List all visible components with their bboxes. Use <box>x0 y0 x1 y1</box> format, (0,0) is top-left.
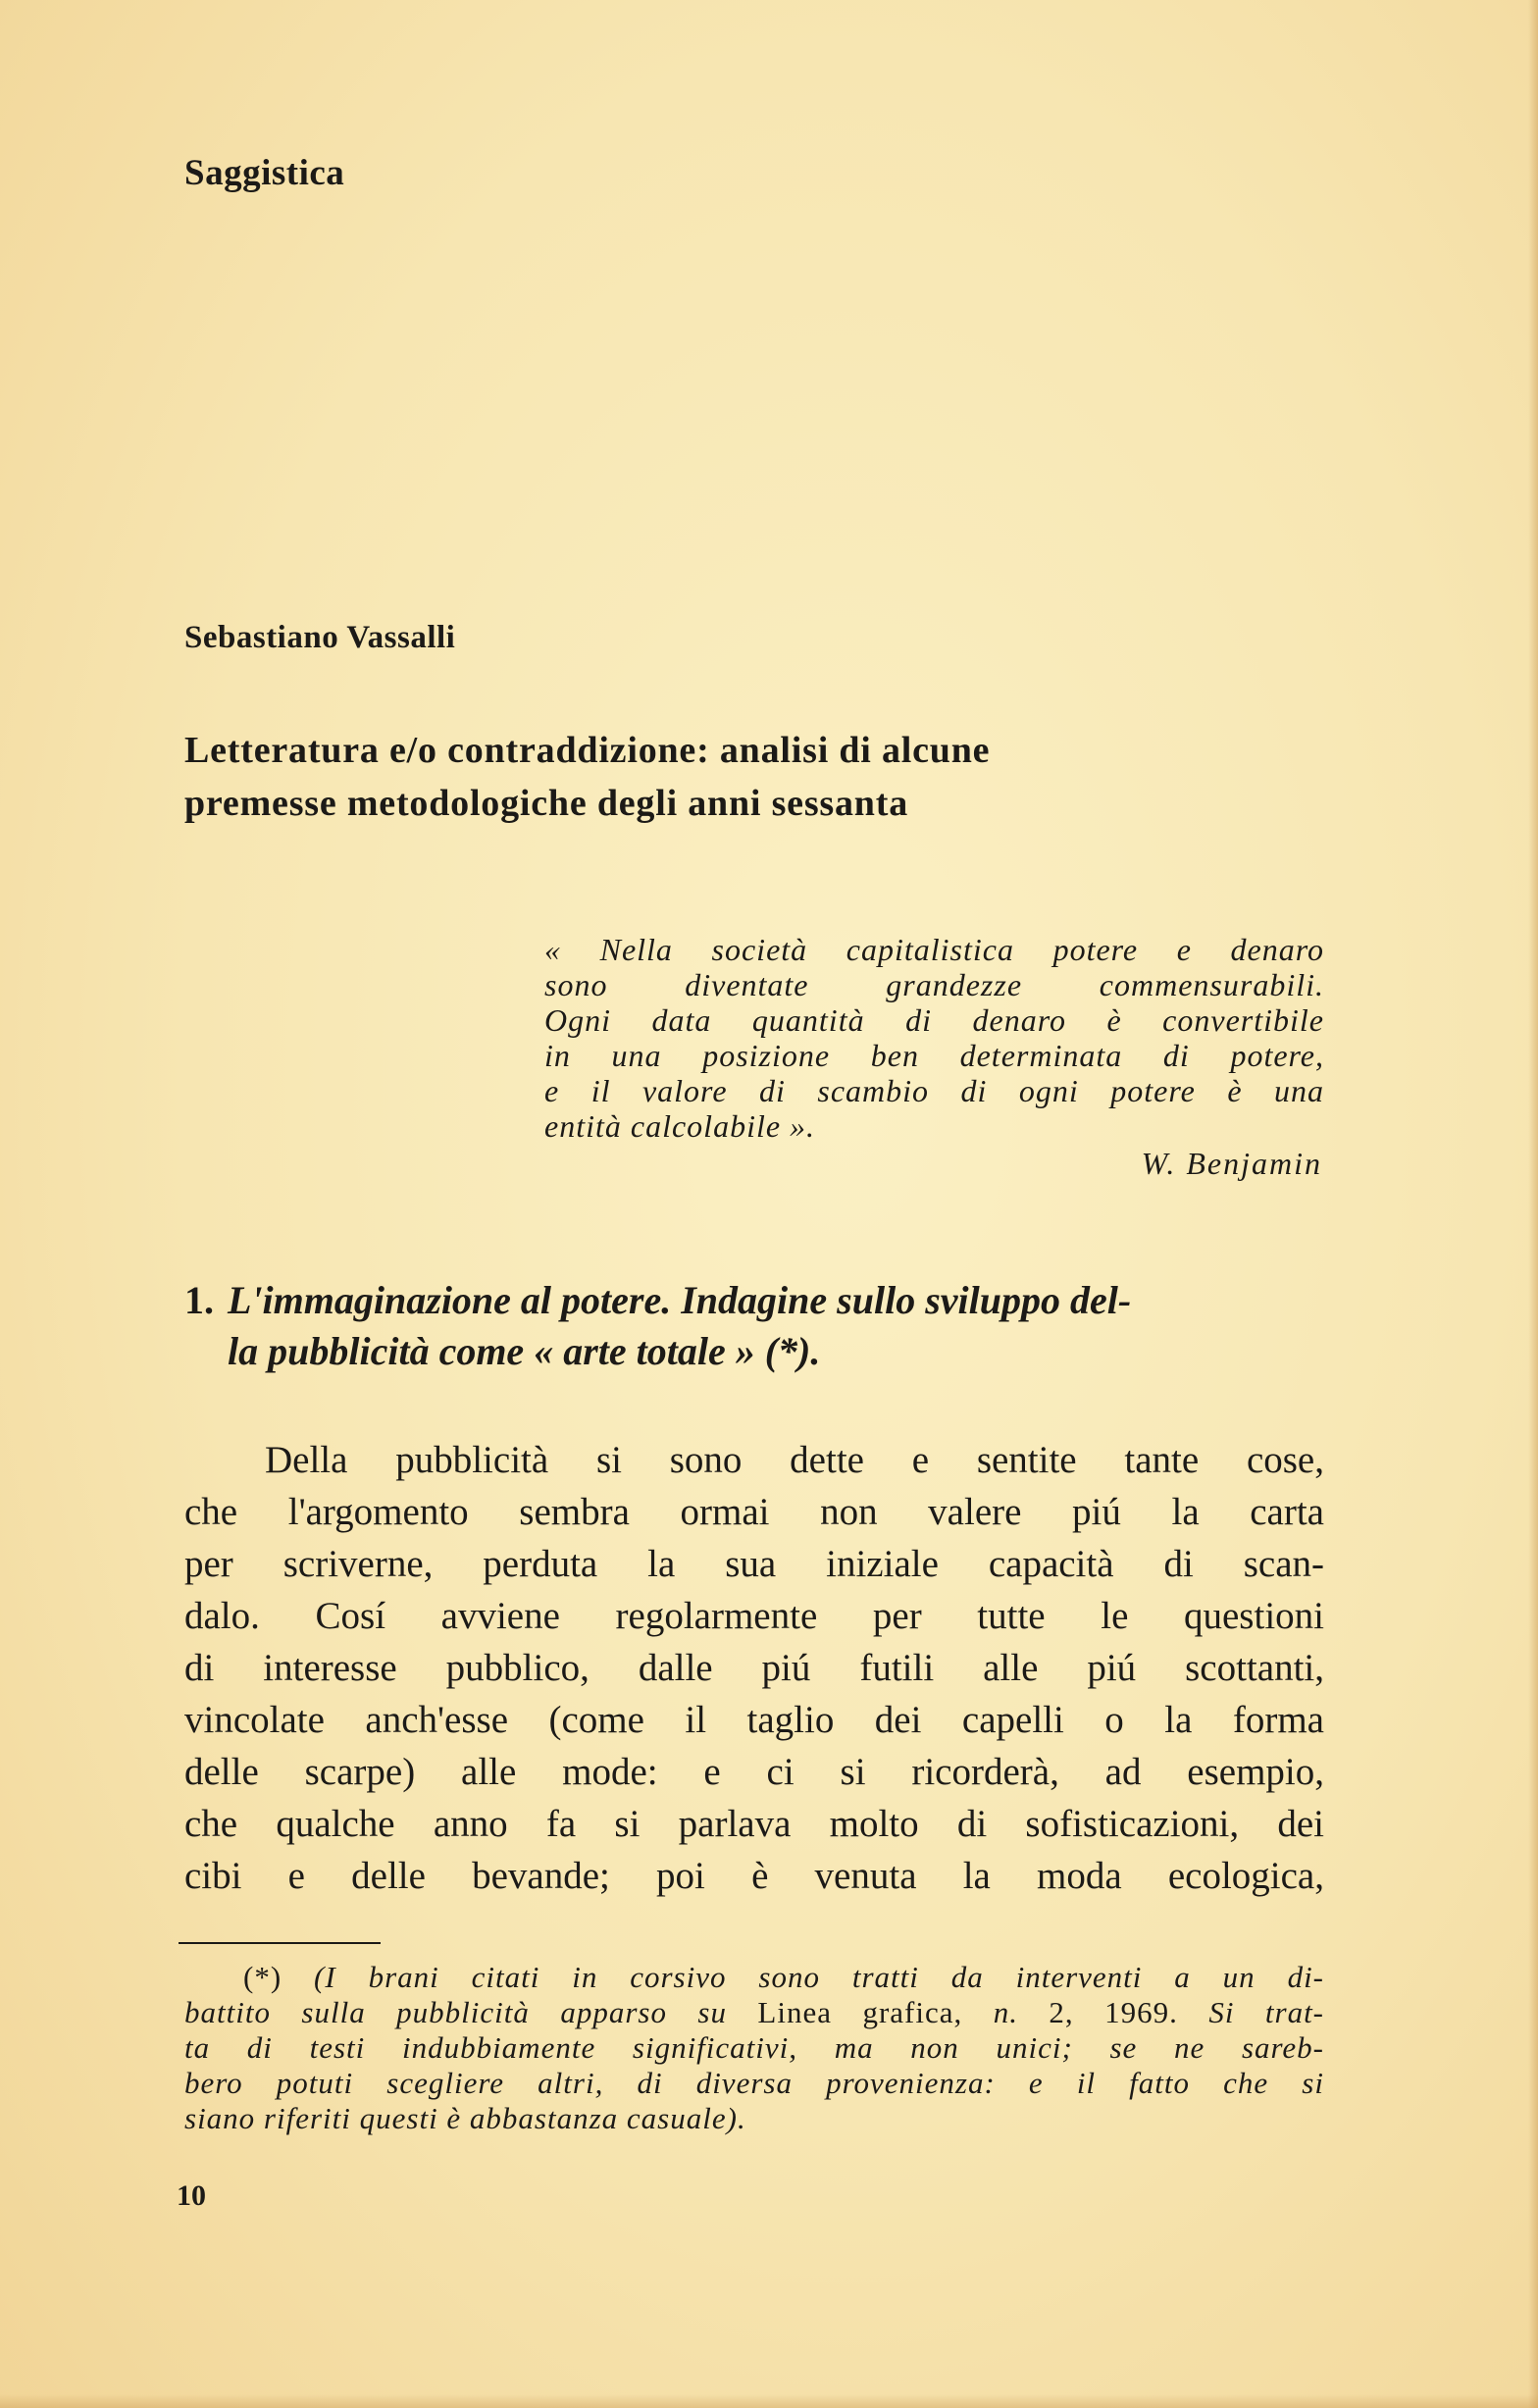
article-title <box>184 724 1342 830</box>
epigraph-line: e il valore di scambio di ogni potere è una <box>544 1073 1324 1108</box>
body-line: vincolate anch'esse (come il taglio dei capelli o la forma <box>184 1699 1324 1741</box>
epigraph-line: entità calcolabile ». <box>544 1108 816 1144</box>
footnote <box>184 1960 1324 2136</box>
body-line: delle scarpe) alle mode: e ci si ricorderà, ad esempio, <box>184 1751 1324 1793</box>
title-line: premesse metodologiche degli anni sessanta <box>184 783 908 824</box>
footnote-text: , <box>953 1995 994 2029</box>
footnote-line <box>184 1995 1324 2030</box>
body-line: dalo. Cosí avviene regolarmente per tutte le questioni <box>184 1595 1324 1637</box>
body-line: Della pubblicità si sono dette e sentite tante cose, <box>265 1439 1324 1481</box>
body-line: cibi e delle bevande; poi è venuta la moda ecologica, <box>184 1855 1324 1897</box>
body-line: per scriverne, perduta la sua iniziale capacità di scan- <box>184 1543 1324 1585</box>
page-edge-shadow <box>1528 0 1538 2408</box>
epigraph-line: in una posizione ben determinata di potere, <box>544 1038 1324 1073</box>
footnote-publication: Linea grafica <box>757 1995 954 2029</box>
section-heading-line <box>184 1275 1332 1326</box>
section-label: Saggistica <box>184 153 345 193</box>
page-number: 10 <box>177 2179 206 2212</box>
epigraph-line: sono diventate grandezze commensurabili. <box>544 967 1324 1002</box>
footnote-mark: (*) <box>243 1960 282 1994</box>
footnote-divider <box>179 1942 381 1944</box>
author-name: Sebastiano Vassalli <box>184 620 456 655</box>
epigraph-attribution: W. Benjamin <box>1141 1146 1322 1181</box>
section-heading <box>184 1275 1332 1377</box>
footnote-line: siano riferiti questi è abbastanza casuale). <box>184 2101 746 2135</box>
epigraph-line: Ogni data quantità di denaro è convertibile <box>544 1002 1324 1038</box>
footnote-text: (I brani citati in corsivo sono tratti da interventi a un di- <box>314 1960 1325 1994</box>
footnote-line: bero potuti scegliere altri, di diversa provenienza: e il fatto che si <box>184 2066 1324 2100</box>
body-line: che qualche anno fa si parlava molto di sofisticazioni, dei <box>184 1803 1324 1845</box>
footnote-text: Si trat- <box>1177 1995 1325 2029</box>
footnote-line <box>184 1960 1324 1995</box>
footnote-line: ta di testi indubbiamente significativi, ma non unici; se ne sareb- <box>184 2030 1324 2065</box>
body-line: che l'argomento sembra ormai non valere piú la carta <box>184 1491 1324 1533</box>
footnote-text: battito sulla pubblicità apparso su <box>184 1995 758 2029</box>
section-number: 1. <box>184 1278 214 1322</box>
section-heading-text: L'immaginazione al potere. Indagine sullo sviluppo del- <box>228 1278 1132 1322</box>
title-line: Letteratura e/o contraddizione: analisi di alcune <box>184 730 991 771</box>
epigraph <box>544 932 1324 1181</box>
body-line: di interesse pubblico, dalle piú futili alle piú scottanti, <box>184 1647 1324 1689</box>
page-bottom-shadow <box>0 2394 1538 2408</box>
epigraph-line: « Nella società capitalistica potere e denaro <box>544 932 1324 967</box>
section-heading-line: la pubblicità come « arte totale » (*). <box>228 1329 821 1373</box>
body-paragraph <box>184 1434 1324 1902</box>
footnote-text: n. <box>993 1995 1018 2029</box>
footnote-text: 2, 1969. <box>1017 1995 1178 2029</box>
